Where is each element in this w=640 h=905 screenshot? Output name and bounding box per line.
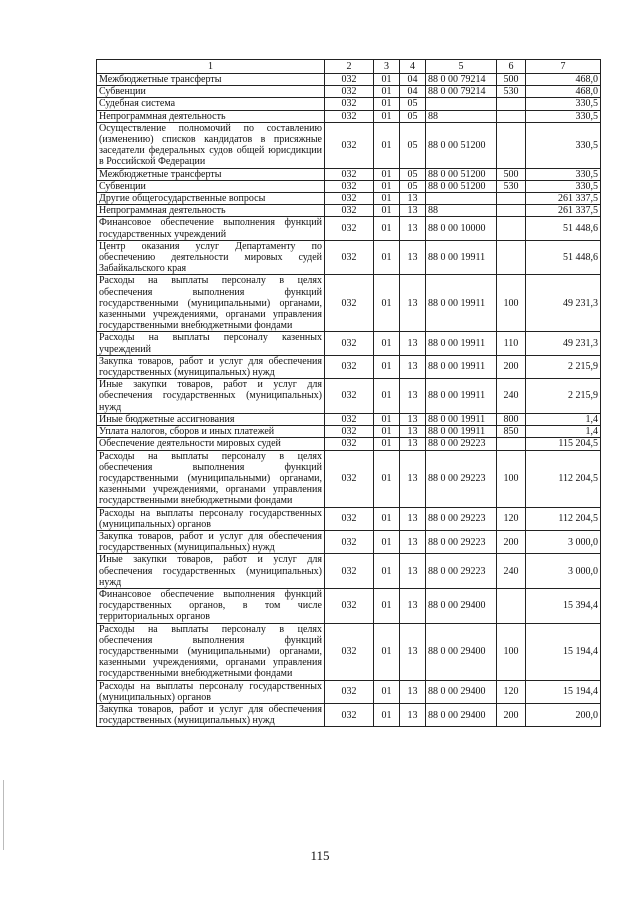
row-section: 01 [374,530,400,553]
table-row [97,217,601,240]
row-section: 01 [374,86,400,98]
row-expense-type: 100 [497,623,526,680]
row-section: 01 [374,275,400,332]
row-subsection: 13 [400,426,426,438]
row-subsection: 05 [400,122,426,168]
row-name: Расходы на выплаты персоналу в целях обеспечения выполнения функций государственными (муниципальными) органами, казенными учреждениями, органами управления государственными внебюджетными фондами [97,275,325,332]
table-row [97,413,601,425]
row-amount: 15 194,4 [526,623,601,680]
column-header: 2 [325,60,374,74]
row-amount: 330,5 [526,110,601,122]
row-amount: 200,0 [526,703,601,726]
row-target-article: 88 0 00 29223 [426,450,497,507]
row-target-article: 88 0 00 19911 [426,413,497,425]
row-target-article: 88 0 00 29400 [426,703,497,726]
row-target-article: 88 0 00 51200 [426,180,497,192]
table-row [97,205,601,217]
row-expense-type: 120 [497,680,526,703]
row-target-article [426,193,497,205]
row-subsection: 13 [400,507,426,530]
row-ministry: 032 [325,205,374,217]
row-ministry: 032 [325,98,374,110]
row-subsection: 13 [400,275,426,332]
row-name: Субвенции [97,180,325,192]
row-ministry: 032 [325,680,374,703]
row-ministry: 032 [325,180,374,192]
row-ministry: 032 [325,355,374,378]
row-expense-type: 850 [497,426,526,438]
row-subsection: 13 [400,703,426,726]
row-expense-type: 100 [497,450,526,507]
table-row [97,530,601,553]
row-ministry: 032 [325,554,374,589]
row-target-article: 88 0 00 79214 [426,74,497,86]
budget-table [96,59,601,727]
row-target-article: 88 0 00 29223 [426,507,497,530]
row-section: 01 [374,413,400,425]
row-amount: 3 000,0 [526,530,601,553]
table-row [97,588,601,623]
row-ministry: 032 [325,379,374,414]
row-ministry: 032 [325,507,374,530]
row-target-article: 88 0 00 19911 [426,426,497,438]
row-amount: 51 448,6 [526,240,601,275]
row-ministry: 032 [325,193,374,205]
row-subsection: 13 [400,588,426,623]
row-ministry: 032 [325,450,374,507]
table-row [97,438,601,450]
row-subsection: 13 [400,379,426,414]
row-section: 01 [374,554,400,589]
row-amount: 51 448,6 [526,217,601,240]
row-expense-type: 120 [497,507,526,530]
row-amount: 49 231,3 [526,332,601,355]
row-name: Расходы на выплаты персоналу казенных учреждений [97,332,325,355]
row-ministry: 032 [325,588,374,623]
row-target-article: 88 0 00 79214 [426,86,497,98]
row-subsection: 13 [400,413,426,425]
row-section: 01 [374,680,400,703]
row-name: Иные закупки товаров, работ и услуг для обеспечения государственных (муниципальных) нужд [97,554,325,589]
row-section: 01 [374,703,400,726]
row-ministry: 032 [325,623,374,680]
row-subsection: 05 [400,110,426,122]
row-expense-type: 800 [497,413,526,425]
table-row [97,240,601,275]
column-header: 4 [400,60,426,74]
row-subsection: 04 [400,86,426,98]
row-name: Расходы на выплаты персоналу государственных (муниципальных) органов [97,507,325,530]
row-section: 01 [374,122,400,168]
row-section: 01 [374,74,400,86]
row-target-article: 88 0 00 10000 [426,217,497,240]
row-expense-type [497,240,526,275]
row-expense-type: 110 [497,332,526,355]
row-subsection: 13 [400,438,426,450]
row-name: Иные закупки товаров, работ и услуг для обеспечения государственных (муниципальных) нужд [97,379,325,414]
row-ministry: 032 [325,275,374,332]
column-header: 7 [526,60,601,74]
table-row [97,379,601,414]
row-amount: 3 000,0 [526,554,601,589]
row-name: Осуществление полномочий по составлению (изменению) списков кандидатов в присяжные заседатели федеральных судов общей юрисдикции в Российской Федерации [97,122,325,168]
row-amount: 15 394,4 [526,588,601,623]
row-section: 01 [374,588,400,623]
row-subsection: 13 [400,355,426,378]
row-section: 01 [374,193,400,205]
page-number: 115 [310,848,330,863]
row-expense-type: 200 [497,703,526,726]
table-row [97,450,601,507]
table-row [97,507,601,530]
row-ministry: 032 [325,413,374,425]
row-expense-type [497,588,526,623]
row-subsection: 13 [400,332,426,355]
row-target-article [426,98,497,110]
row-subsection: 05 [400,180,426,192]
row-expense-type [497,193,526,205]
table-row [97,86,601,98]
row-name: Непрограммная деятельность [97,110,325,122]
row-expense-type [497,98,526,110]
row-expense-type: 530 [497,86,526,98]
row-target-article: 88 0 00 51200 [426,168,497,180]
row-name: Межбюджетные трансферты [97,74,325,86]
row-target-article: 88 [426,205,497,217]
table-row [97,122,601,168]
row-subsection: 05 [400,168,426,180]
row-section: 01 [374,623,400,680]
row-subsection: 04 [400,74,426,86]
row-subsection: 13 [400,623,426,680]
row-section: 01 [374,168,400,180]
row-expense-type: 200 [497,355,526,378]
row-ministry: 032 [325,168,374,180]
row-name: Закупка товаров, работ и услуг для обеспечения государственных (муниципальных) нужд [97,703,325,726]
row-expense-type: 500 [497,168,526,180]
table-row [97,623,601,680]
row-ministry: 032 [325,530,374,553]
row-ministry: 032 [325,217,374,240]
row-target-article: 88 0 00 19911 [426,355,497,378]
row-name: Обеспечение деятельности мировых судей [97,438,325,450]
row-amount: 330,5 [526,168,601,180]
row-target-article: 88 0 00 19911 [426,379,497,414]
row-expense-type [497,122,526,168]
row-expense-type [497,217,526,240]
table-row [97,98,601,110]
row-name: Расходы на выплаты персоналу в целях обеспечения выполнения функций государственными (муниципальными) органами, казенными учреждениями, органами управления государственными внебюджетными фондами [97,450,325,507]
row-section: 01 [374,355,400,378]
row-name: Расходы на выплаты персоналу государственных (муниципальных) органов [97,680,325,703]
row-ministry: 032 [325,122,374,168]
row-subsection: 13 [400,205,426,217]
row-name: Финансовое обеспечение выполнения функций государственных органов, в том числе территориальных органов [97,588,325,623]
row-name: Уплата налогов, сборов и иных платежей [97,426,325,438]
row-ministry: 032 [325,332,374,355]
row-amount: 2 215,9 [526,355,601,378]
row-expense-type: 240 [497,554,526,589]
table-row [97,180,601,192]
column-header: 5 [426,60,497,74]
row-expense-type: 240 [497,379,526,414]
row-amount: 330,5 [526,180,601,192]
row-target-article: 88 0 00 29400 [426,588,497,623]
row-name: Субвенции [97,86,325,98]
row-amount: 112 204,5 [526,450,601,507]
row-target-article: 88 0 00 19911 [426,240,497,275]
row-ministry: 032 [325,426,374,438]
row-expense-type: 530 [497,180,526,192]
column-header: 3 [374,60,400,74]
row-expense-type: 500 [497,74,526,86]
row-subsection: 05 [400,98,426,110]
row-amount: 2 215,9 [526,379,601,414]
row-subsection: 13 [400,217,426,240]
row-target-article: 88 0 00 29400 [426,623,497,680]
row-amount: 49 231,3 [526,275,601,332]
row-name: Судебная система [97,98,325,110]
row-target-article: 88 0 00 51200 [426,122,497,168]
row-subsection: 13 [400,530,426,553]
row-amount: 468,0 [526,74,601,86]
row-amount: 1,4 [526,426,601,438]
row-section: 01 [374,240,400,275]
row-subsection: 13 [400,193,426,205]
table-row [97,110,601,122]
row-subsection: 13 [400,240,426,275]
row-ministry: 032 [325,240,374,275]
row-target-article: 88 0 00 29223 [426,438,497,450]
row-section: 01 [374,379,400,414]
row-ministry: 032 [325,438,374,450]
row-target-article: 88 0 00 19911 [426,332,497,355]
row-amount: 330,5 [526,98,601,110]
row-ministry: 032 [325,703,374,726]
row-section: 01 [374,180,400,192]
table-row [97,703,601,726]
row-target-article: 88 [426,110,497,122]
row-ministry: 032 [325,110,374,122]
row-amount: 468,0 [526,86,601,98]
row-section: 01 [374,438,400,450]
row-target-article: 88 0 00 29400 [426,680,497,703]
row-section: 01 [374,98,400,110]
row-amount: 330,5 [526,122,601,168]
scan-margin-line [3,780,4,850]
row-amount: 1,4 [526,413,601,425]
row-name: Закупка товаров, работ и услуг для обеспечения государственных (муниципальных) нужд [97,355,325,378]
row-ministry: 032 [325,86,374,98]
row-expense-type [497,438,526,450]
table-row [97,168,601,180]
table-row [97,355,601,378]
row-name: Другие общегосударственные вопросы [97,193,325,205]
column-header: 6 [497,60,526,74]
row-name: Расходы на выплаты персоналу в целях обеспечения выполнения функций государственными (муниципальными) органами, казенными учреждениями, органами управления государственными внебюджетными фондами [97,623,325,680]
row-name: Финансовое обеспечение выполнения функций государственных учреждений [97,217,325,240]
row-amount: 115 204,5 [526,438,601,450]
table-row [97,554,601,589]
row-section: 01 [374,426,400,438]
row-amount: 112 204,5 [526,507,601,530]
row-subsection: 13 [400,554,426,589]
row-amount: 261 337,5 [526,205,601,217]
row-target-article: 88 0 00 29223 [426,554,497,589]
table-row [97,426,601,438]
header-row [97,60,601,74]
table-row [97,332,601,355]
row-section: 01 [374,217,400,240]
row-name: Межбюджетные трансферты [97,168,325,180]
table-row [97,74,601,86]
row-amount: 15 194,4 [526,680,601,703]
row-amount: 261 337,5 [526,193,601,205]
row-name: Центр оказания услуг Департаменту по обеспечению деятельности мировых судей Забайкальского края [97,240,325,275]
row-target-article: 88 0 00 19911 [426,275,497,332]
row-expense-type [497,110,526,122]
row-expense-type [497,205,526,217]
row-name: Иные бюджетные ассигнования [97,413,325,425]
row-section: 01 [374,110,400,122]
row-target-article: 88 0 00 29223 [426,530,497,553]
row-section: 01 [374,507,400,530]
row-name: Непрограммная деятельность [97,205,325,217]
row-name: Закупка товаров, работ и услуг для обеспечения государственных (муниципальных) нужд [97,530,325,553]
row-expense-type: 200 [497,530,526,553]
row-subsection: 13 [400,450,426,507]
row-subsection: 13 [400,680,426,703]
row-ministry: 032 [325,74,374,86]
row-section: 01 [374,450,400,507]
column-header: 1 [97,60,325,74]
table-row [97,680,601,703]
row-section: 01 [374,332,400,355]
table-row [97,193,601,205]
row-section: 01 [374,205,400,217]
table-row [97,275,601,332]
row-expense-type: 100 [497,275,526,332]
